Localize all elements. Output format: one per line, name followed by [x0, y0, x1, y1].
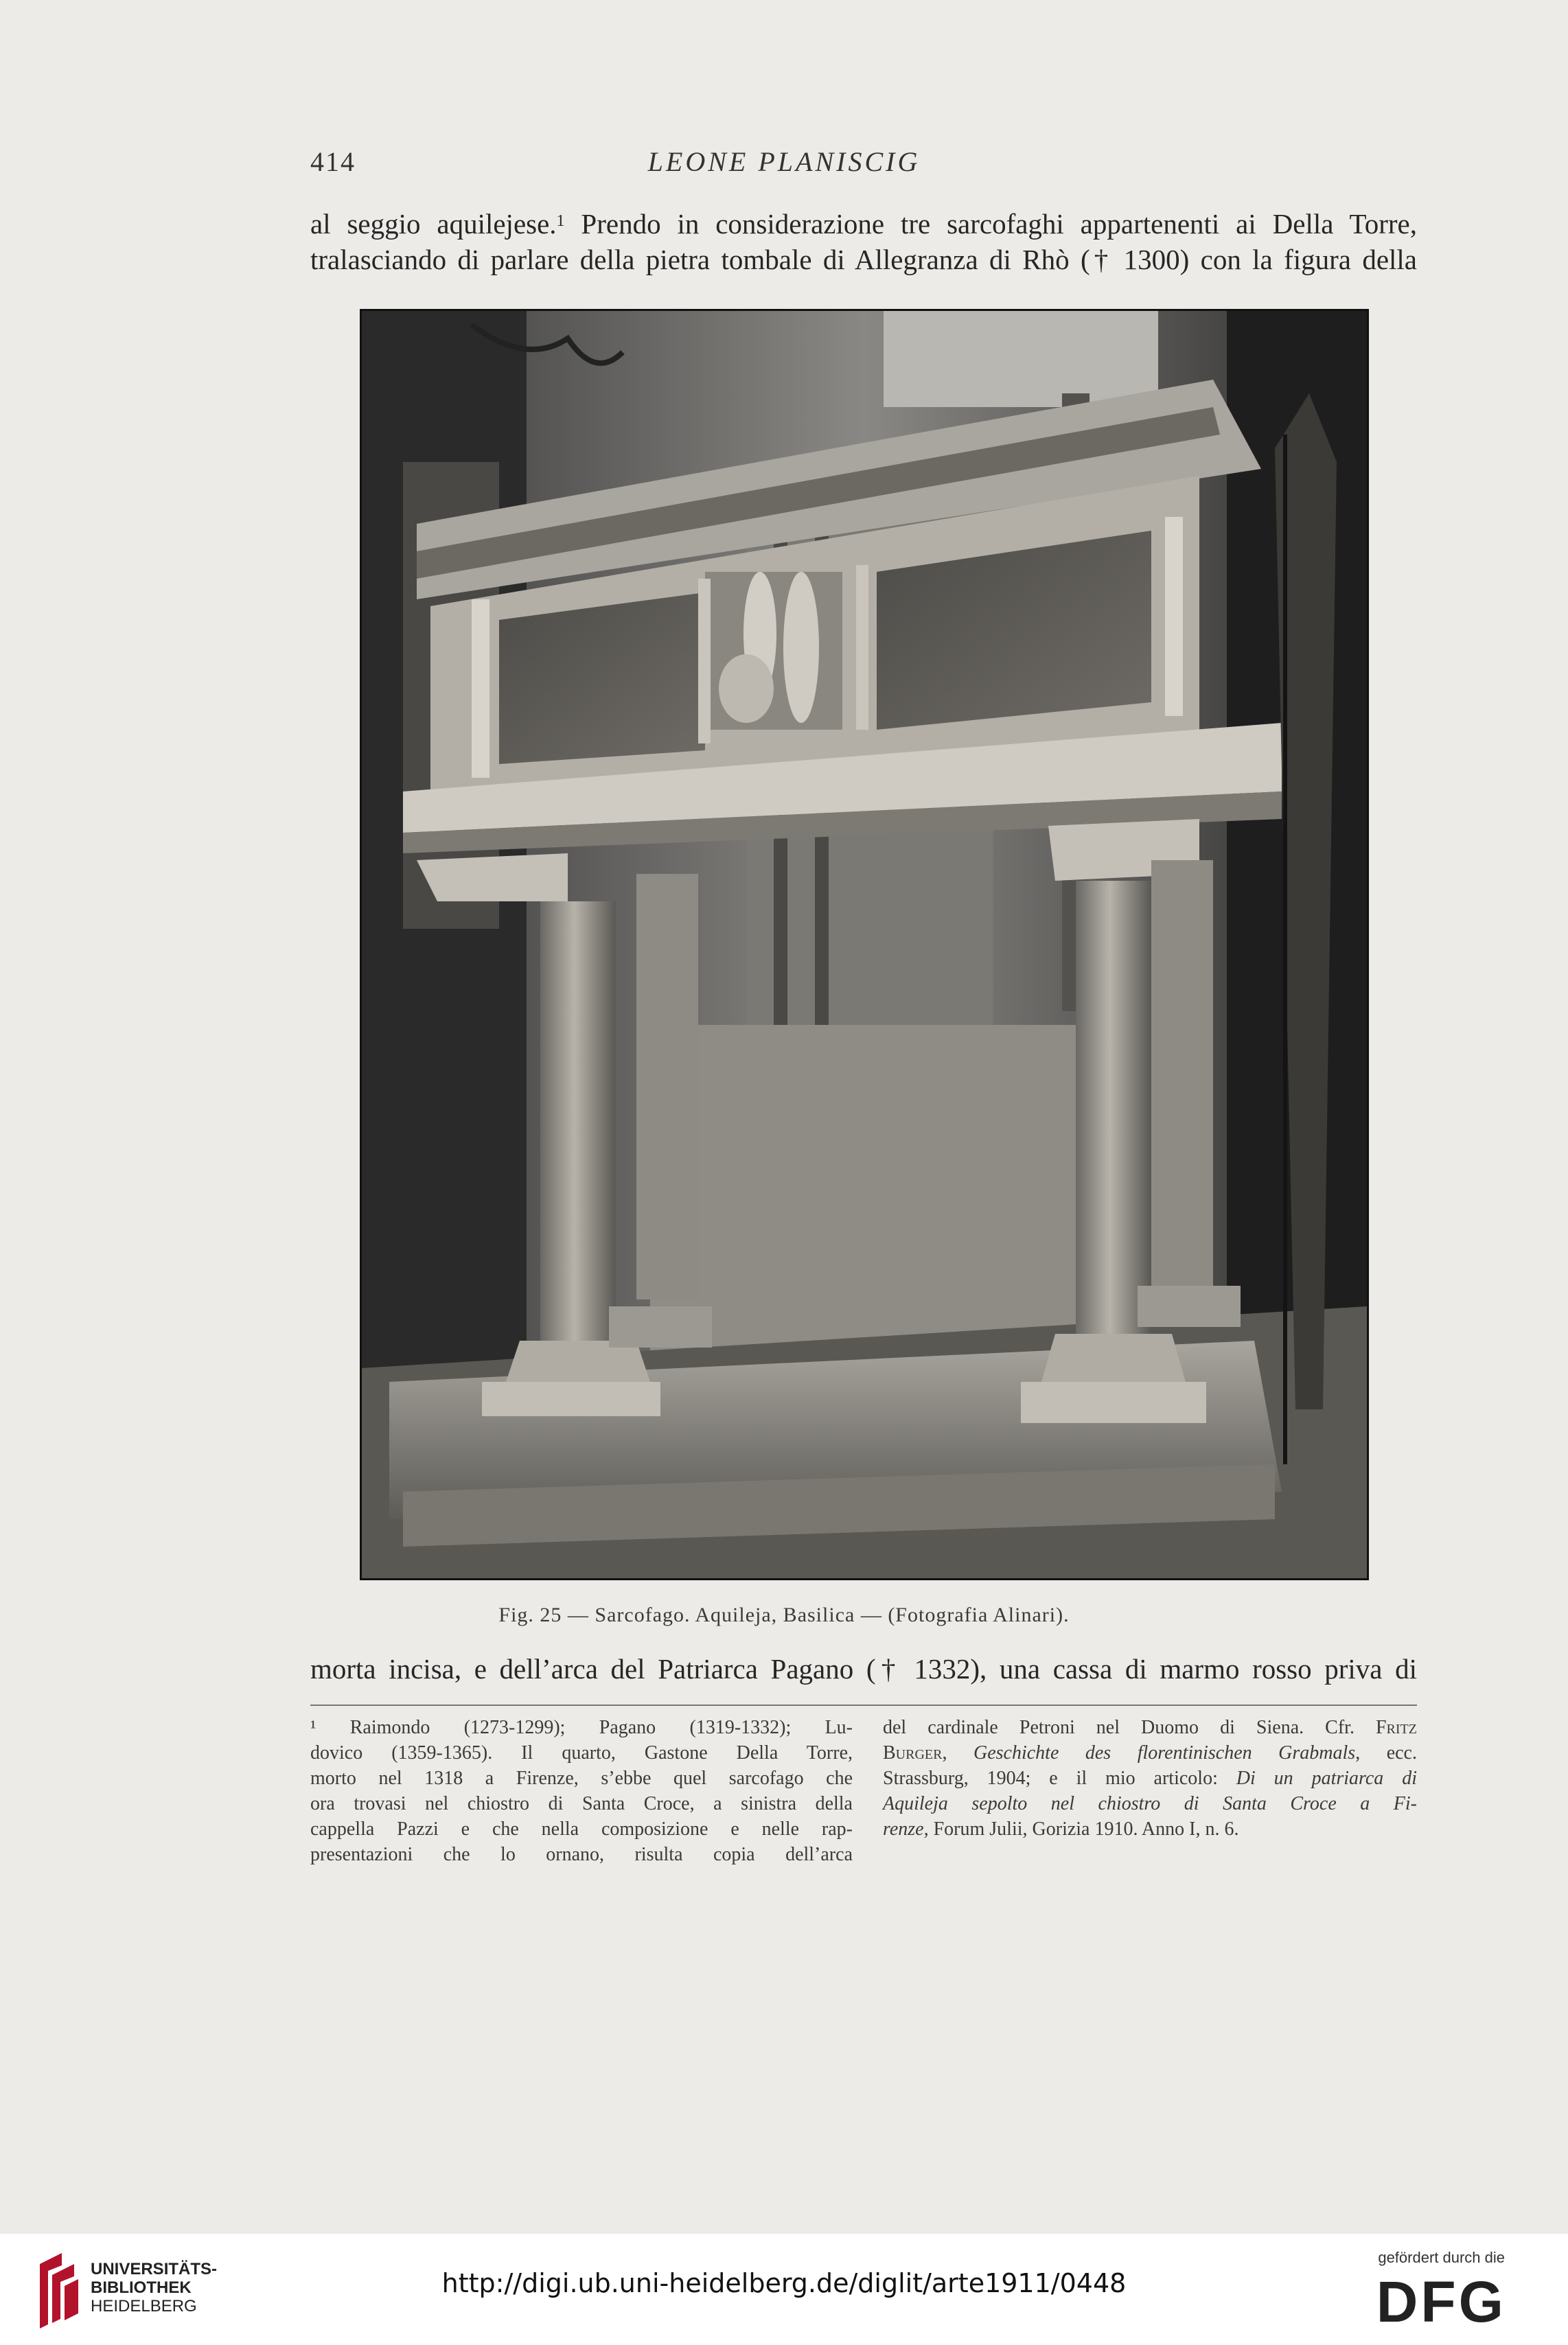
footnotes-right-column — [883, 1715, 1417, 1842]
footnote-line: dovico (1359-1365). Il quarto, Gastone Della Torre, — [310, 1742, 853, 1764]
footnote-text: Forum Julii, Gorizia 1910. Anno I, n. 6. — [928, 1818, 1239, 1840]
footnote-line — [883, 1816, 1417, 1842]
footnote-line — [883, 1715, 1417, 1740]
library-name-line: BIBLIOTHEK — [91, 2278, 192, 2297]
article-title: Aquileja sepolto nel chiostro di Santa Croce a Fi- — [883, 1793, 1417, 1814]
body-text: Prendo in considerazione tre sarcofaghi appartenenti ai Della Torre, — [564, 208, 1417, 240]
article-title: Di un patriarca di — [1236, 1768, 1417, 1789]
source-url-link[interactable]: http://digi.ub.uni-heidelberg.de/diglit/arte1911/0448 — [441, 2268, 1127, 2298]
book-title: Geschichte des florentinischen Grabmals — [973, 1742, 1356, 1764]
digitization-footer — [0, 2234, 1568, 2345]
body-line-1 — [310, 206, 1417, 242]
footnote-ref[interactable]: 1 — [556, 212, 565, 230]
footnote-text: del cardinale Petroni nel Duomo di Siena. Cfr. — [883, 1717, 1376, 1738]
footnote-line: cappella Pazzi e che nella composizione e nelle rap- — [310, 1818, 853, 1840]
author-name: Burger — [883, 1742, 943, 1764]
footnote-text: , — [942, 1742, 973, 1764]
footnote-line — [883, 1740, 1417, 1766]
footnote-line: presentazioni che lo ornano, risulta copia dell’arca — [310, 1844, 853, 1865]
funding-text: gefördert durch die — [1378, 2249, 1505, 2266]
footnote-line — [883, 1791, 1417, 1816]
footnote-line: ¹ Raimondo (1273-1299); Pagano (1319-1332); Lu- — [310, 1717, 853, 1738]
article-title: renze, — [883, 1818, 929, 1840]
body-text: al seggio aquilejese. — [310, 208, 557, 240]
body-line-2: tralasciando di parlare della pietra tombale di Allegranza di Rhò († 1300) con la figura della — [310, 244, 1417, 275]
dfg-logo: DFG — [1376, 2269, 1506, 2334]
footnotes-left-column — [310, 1715, 853, 1867]
footnote-text: , ecc. — [1355, 1742, 1417, 1764]
running-head: LEONE PLANISCIG — [647, 146, 921, 177]
footnote-line: morto nel 1318 a Firenze, s’ebbe quel sarcofago che — [310, 1768, 853, 1789]
footnote-line — [883, 1766, 1417, 1791]
body-line-3: morta incisa, e dell’arca del Patriarca Pagano († 1332), una cassa di marmo rosso priva di — [310, 1653, 1417, 1685]
figure-photograph-sarcophagus — [360, 309, 1369, 1580]
figure-caption: Fig. 25 — Sarcofago. Aquileja, Basilica — (Fotografia Alinari). — [498, 1604, 1070, 1626]
page-header — [0, 146, 1568, 187]
footnote-rule — [310, 1705, 1417, 1706]
library-name-line: HEIDELBERG — [91, 2297, 197, 2315]
footnote-text: Strassburg, 1904; e il mio articolo: — [883, 1768, 1236, 1789]
author-name: Fritz — [1375, 1717, 1417, 1738]
page-number: 414 — [310, 146, 356, 177]
library-name-line: UNIVERSITÄTS- — [91, 2260, 218, 2278]
footnote-line: ora trovasi nel chiostro di Santa Croce, a sinistra della — [310, 1793, 853, 1814]
sarcophagus-photo-icon — [362, 311, 1367, 1578]
